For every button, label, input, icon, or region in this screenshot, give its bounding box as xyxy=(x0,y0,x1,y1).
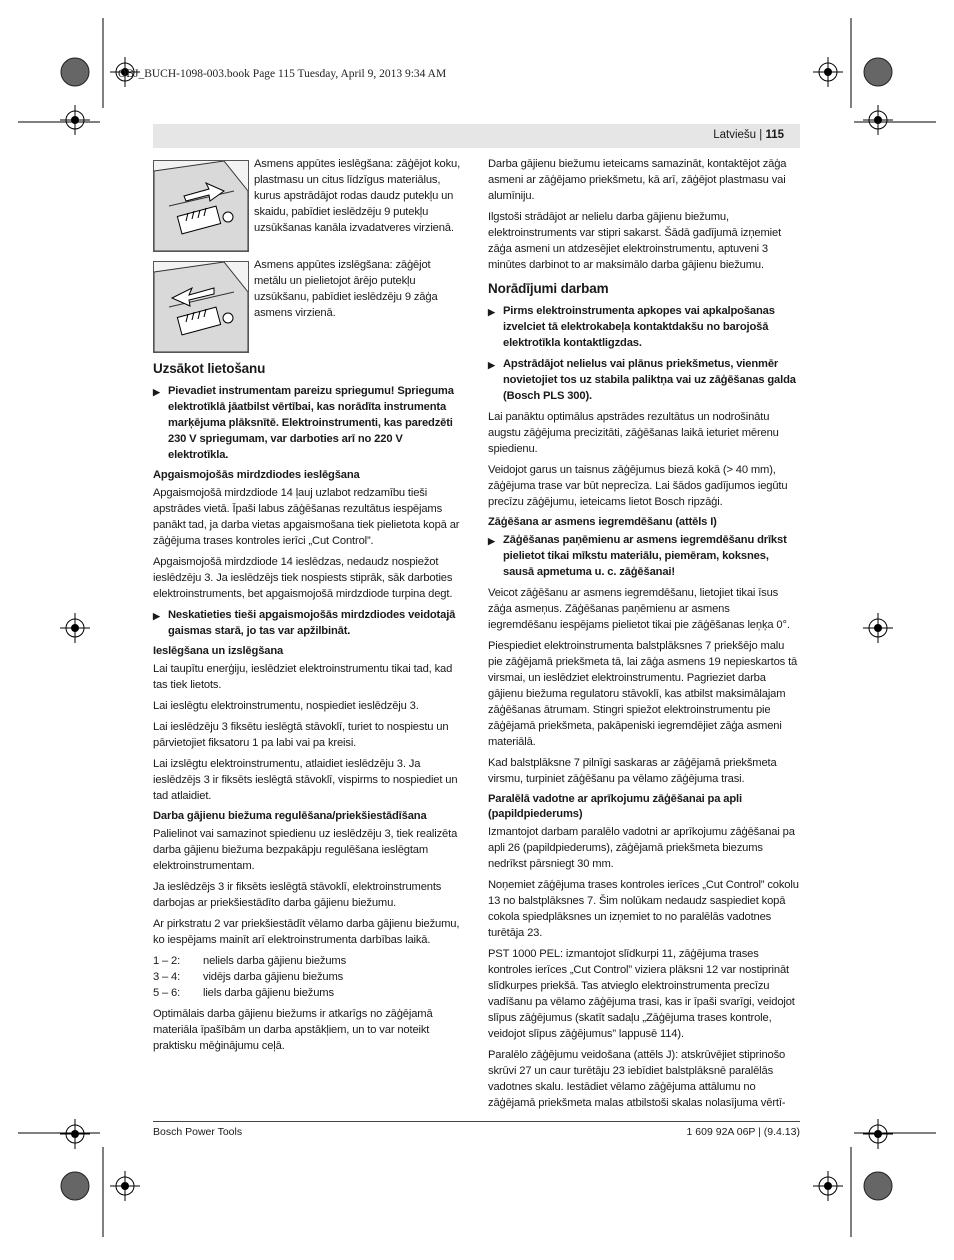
left-column xyxy=(153,361,465,1059)
speed-list xyxy=(153,953,465,1001)
heading-start: Uzsākot lietošanu xyxy=(153,361,266,376)
triangle-bullet-icon: ▶ xyxy=(488,307,495,317)
para-r1: Darba gājienu biežumu ieteicams samazināt, kontaktējot zāģa asmeni ar zāģējamo priekšmetu, kā arī, zāģējot plastmasu vai alumīniju. xyxy=(488,158,787,202)
blower-on-illustration xyxy=(154,161,248,251)
para-switch-1: Lai taupītu enerģiju, ieslēdziet elektroinstrumentu tikai tad, kad tas tiek lietots. xyxy=(153,663,453,691)
heading-guide: Paralēlā vadotne ar aprīkojumu zāģēšanai pa apli (papildpiederums) xyxy=(488,793,742,820)
para-speed-2: Ja ieslēdzējs 3 ir fiksēts ieslēgtā stāvoklī, elektroinstruments darbojas ar priekšiestādīto darba gājienu biežumu. xyxy=(153,881,442,909)
para-g4: Paralēlo zāģējumu veidošana (attēls J): atskrūvējiet stiprinošo skrūvi 27 un caur turētāju 23 iebīdiet balstplāksnē paralēlās vadotnes skalu. Iestādiet vēlamo zāģējuma attālumu no zāģējamā priekšmeta malas atbilstoši skalas nolasījuma vērtī- xyxy=(488,1049,786,1109)
warning-maintenance: ▶ Pirms elektroinstrumenta apkopes vai apkalpošanas izvelciet tā elektrokabeļa kontaktdakšu no barojošā elektrotīkla kontaktligzdas. xyxy=(488,305,775,349)
header-language: Latviešu xyxy=(713,129,757,141)
right-column xyxy=(488,156,800,1116)
warning-voltage: ▶ Pievadiet instrumentam pareizu spriegumu! Sprieguma elektrotīklā jāatbilst vērtībai, kas norādīta instrumenta marķējuma plāksnītē. Elektroinstrumenti, kas paredzēti 230 V spriegumam, var darboties arī no 220 V elektrotīkla. xyxy=(153,385,454,461)
footer-docnumber: 1 609 92A 06P | (9.4.13) xyxy=(686,1126,800,1138)
heading-speed: Darba gājienu biežuma regulēšana/priekšiestādīšana xyxy=(153,810,427,822)
para-g3: PST 1000 PEL: izmantojot slīdkurpi 11, zāģējuma trases kontroles ierīces „Cut Control” viziera plāksni 12 var nostiprināt slīdkurpes priekšā. Tas atvieglo elektroinstrumenta precīzu vadīšanu pa vēlamo zāģējuma trasi, kas ir īpaši svarīgi, veidojot slīpus zāģējumus (skatīt sadaļu „Zāģējuma trases kontrole, veidojot slīpus zāģējumus” lappusē 114). xyxy=(488,948,795,1040)
para-f2: Piespiediet elektroinstrumenta balstplāksnes 7 priekšējo malu pie zāģējamā priekšmeta tā, lai zāģa asmens 19 nepieskartos tā virsmai, un ieslēdziet elektroinstrumentu. Pagrieziet darba gājienu biežuma regulatoru stāvoklī, kas atbilst maksimālajam zāģēšanas ātrumam. Stingri spiežot elektroinstrumentu pie zāģējamā priekšmeta, pakāpeniski iegremdējiet zāģa asmeni materiālā. xyxy=(488,640,798,748)
para-speed-1: Palielinot vai samazinot spiedienu uz ieslēdzēju 3, tiek realizēta darba gājienu biežuma bezpakāpju regulēšana ieslēgtam elektroinstrumentam. xyxy=(153,828,458,872)
para-f1: Veicot zāģēšanu ar asmens iegremdēšanu, lietojiet tikai īsus zāģa asmeņus. Zāģēšanas paņēmienu ar asmens iegremdēšanu iespējams pielietot tikai pie zāģēšanas leņķa 0°. xyxy=(488,587,790,631)
heading-switch: Ieslēgšana un izslēgšana xyxy=(153,645,284,657)
para-switch-3: Lai ieslēdzēju 3 fiksētu ieslēgtā stāvoklī, turiet to nospiestu un pārvietojiet fiksatoru 1 pa labi vai pa kreisi. xyxy=(153,721,449,749)
para-speed-3: Ar pirkstratu 2 var priekšiestādīt vēlamo darba gājienu biežumu, ko iespējams mainīt arī elektroinstrumenta darbības laikā. xyxy=(153,918,460,946)
para-led-1: Apgaismojošā mirdzdiode 14 ļauj uzlabot redzamību tieši apstrādes vietā. Īpaši labus zāģēšanas rezultātus iespējams panākt tad, ja darba vietas apgaismošana tiek pielietota kopā ar zāģējuma trases kontroles ierīci „Cut Control”. xyxy=(153,487,460,547)
triangle-bullet-icon: ▶ xyxy=(488,360,495,370)
heading-tips: Norādījumi darbam xyxy=(488,281,609,296)
heading-led: Apgaismojošās mirdzdiodes ieslēgšana xyxy=(153,469,360,481)
para-g1: Izmantojot darbam paralēlo vadotni ar aprīkojumu zāģēšanai pa apli 26 (papildpiederums), zāģējamā priekšmeta biezums nedrīkst pārsniegt 30 mm. xyxy=(488,826,795,870)
figure-blower-on xyxy=(153,160,249,252)
para-r2: Ilgstoši strādājot ar nelielu darba gājienu biežumu, elektroinstruments var stipri sakarst. Šādā gadījumā izņemiet zāģa asmeni un atdzesējiet elektroinstrumentu, aptuveni 3 minūtes darbinot to ar maksimālo darba gājienu biežumu. xyxy=(488,211,782,271)
para-f3: Kad balstplāksne 7 pilnīgi saskaras ar zāģējamā priekšmeta virsmu, turpiniet zāģēšanu pa vēlamo zāģējuma trasi. xyxy=(488,757,777,785)
para-switch-2: Lai ieslēgtu elektroinstrumentu, nospiediet ieslēdzēju 3. xyxy=(153,700,419,712)
heading-plunge: Zāģēšana ar asmens iegremdēšanu (attēls I) xyxy=(488,516,717,528)
header-text xyxy=(713,129,784,141)
warning-led: ▶ Neskatieties tieši apgaismojošās mirdzdiodes veidotajā gaismas starā, jo tas var apžilbināt. xyxy=(153,609,456,637)
para-t4: Veidojot garus un taisnus zāģējumus biezā kokā (> 40 mm), zāģējuma trase var būt neprecīza. Lai šādos gadījumos iegūtu precīzu zāģējumu, ieteicams lietot Bosch ripzāģi. xyxy=(488,464,788,508)
page-number: 115 xyxy=(765,129,784,141)
para-g2: Noņemiet zāģējuma trases kontroles ierīces „Cut Control” cokolu 13 no balstplāksnes 7. Šim nolūkam nedaudz saspiediet kopā cokola spiedplāksnes un izņemiet to no paralēlās vadotnes turētāja 23. xyxy=(488,879,799,939)
triangle-bullet-icon: ▶ xyxy=(153,611,160,621)
para-t3: Lai panāktu optimālus apstrādes rezultātus un nodrošinātu augstu zāģējuma precizitāti, zāģēšanas laikā ieturiet mērenu spiedienu. xyxy=(488,411,779,455)
header-separator: | xyxy=(756,129,766,141)
figure-blower-off-caption: Asmens appūtes izslēgšana: zāģējot metālu un pielietojot ārējo putekļu uzsūkšanu, pabīdiet ieslēdzēju 9 zāģa asmens virzienā. xyxy=(254,259,438,319)
running-header xyxy=(153,124,800,148)
footer-rule xyxy=(153,1121,800,1122)
para-led-2: Apgaismojošā mirdzdiode 14 ieslēdzas, nedaudz nospiežot ieslēdzēju 3. Ja ieslēdzējs tiek nospiests stiprāk, sāk darboties elektroinstruments, bet apgaismojošā mirdzdiode turpina degt. xyxy=(153,556,453,600)
para-speed-4: Optimālais darba gājienu biežums ir atkarīgs no zāģējamā materiāla īpašībām un darba apstākļiem, un to var noteikt praktisku mēģinājumu ceļā. xyxy=(153,1008,433,1052)
triangle-bullet-icon: ▶ xyxy=(488,536,495,546)
blower-off-illustration xyxy=(154,262,248,352)
para-switch-4: Lai izslēgtu elektroinstrumentu, atlaidiet ieslēdzēju 3. Ja ieslēdzējs 3 ir fiksēts ieslēgtā stāvoklī, vispirms to nospiediet un tad atlaidiet. xyxy=(153,758,458,802)
triangle-bullet-icon: ▶ xyxy=(153,387,160,397)
figure-blower-on-caption: Asmens appūtes ieslēgšana: zāģējot koku, plastmasu un citus līdzīgus materiālus, kurus apstrādājot rodas daudz putekļu un skaidu, pabīdiet ieslēdzēju 9 putekļu uzsūkšanas kanāla izvadatveres virzienā. xyxy=(254,158,461,234)
print-slug: OBJ_BUCH-1098-003.book Page 115 Tuesday, April 9, 2013 9:34 AM xyxy=(118,68,447,80)
speed-item: 1 – 2: neliels darba gājienu biežums xyxy=(153,955,347,967)
warning-plunge: ▶ Zāģēšanas paņēmienu ar asmens iegremdēšanu drīkst pielietot tikai mīkstu materiālu, piemēram, koksnes, sausā apmetuma u. c. zāģēšanai! xyxy=(488,534,787,578)
warning-small-parts: ▶ Apstrādājot nelielus vai plānus priekšmetus, vienmēr novietojiet tos uz stabila paliktņa vai uz zāģēšanas galda (Bosch PLS 300). xyxy=(488,358,796,402)
figure-blower-off xyxy=(153,261,249,353)
speed-item: 3 – 4: vidējs darba gājienu biežums xyxy=(153,971,344,983)
speed-item: 5 – 6: liels darba gājienu biežums xyxy=(153,987,334,999)
footer-brand: Bosch Power Tools xyxy=(153,1126,243,1138)
